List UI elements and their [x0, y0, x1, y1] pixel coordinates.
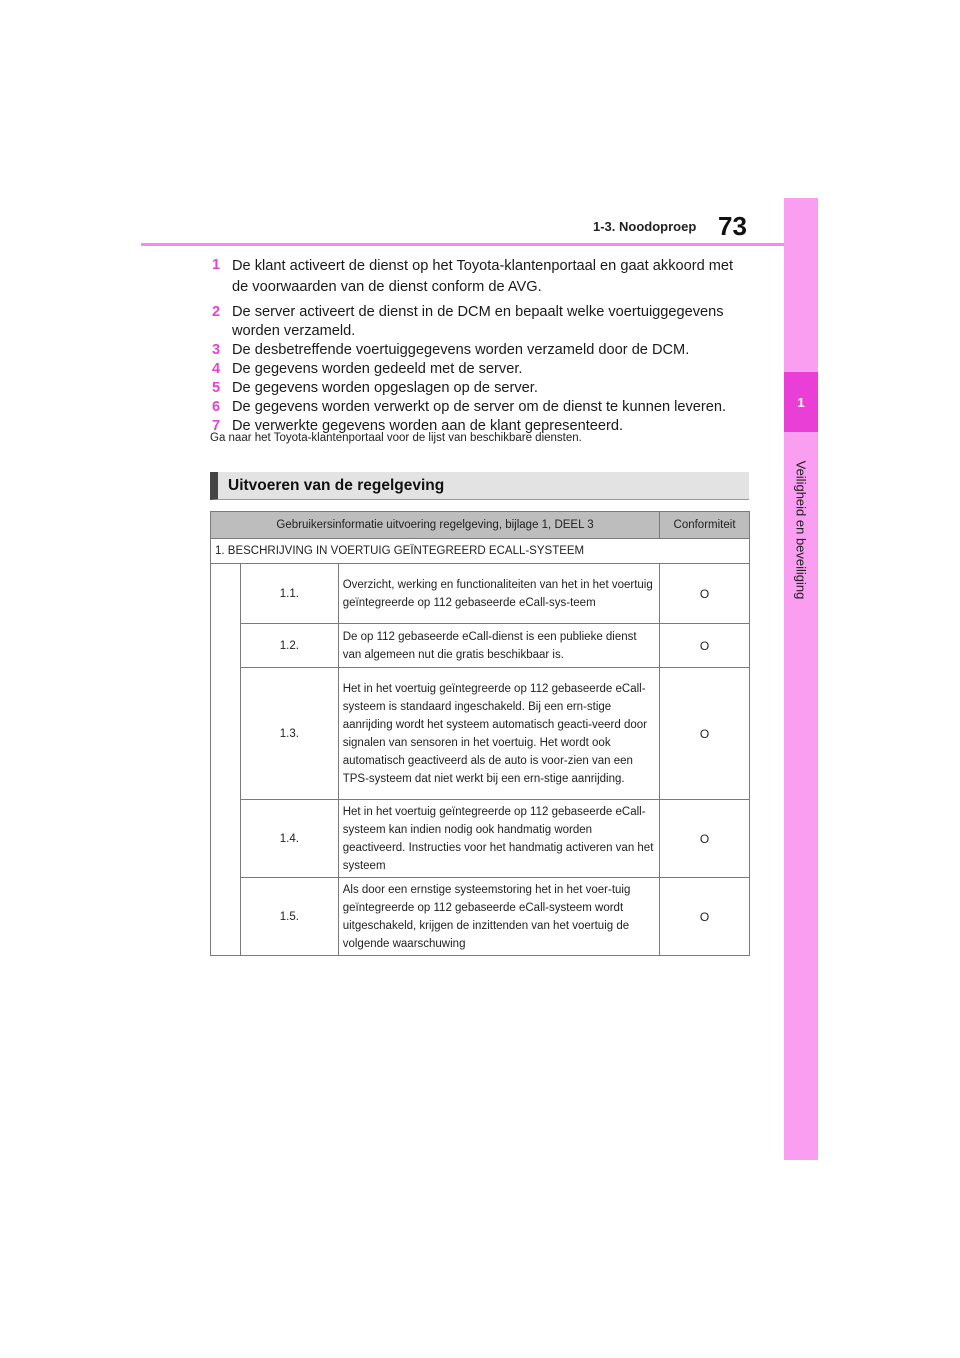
table-row — [211, 800, 750, 878]
chapter-title: Veiligheid en beveiliging — [793, 460, 809, 600]
header-user-information: Gebruikersinformatie uitvoering regelgeving, bijlage 1, DEEL 3 — [211, 512, 660, 539]
step-number: 1 — [212, 257, 221, 273]
step-item — [212, 398, 748, 417]
chapter-side-tab — [784, 198, 818, 1160]
regulation-table — [210, 511, 750, 956]
process-steps — [212, 256, 748, 436]
row-number: 1.3. — [240, 668, 338, 800]
step-item — [212, 256, 748, 298]
step-text: De gegevens worden opgeslagen op de server. — [232, 380, 538, 396]
chapter-number: 1 — [797, 394, 805, 410]
section-header: 1-3. Noodoproep — [593, 219, 697, 234]
subsection-heading — [210, 472, 749, 500]
table-header-row — [211, 512, 750, 539]
row-number: 1.1. — [240, 564, 338, 624]
step-number: 6 — [212, 399, 221, 415]
step-number: 4 — [212, 361, 221, 377]
row-text: Het in het voertuig geïntegreerde op 112 gebaseerde eCall-systeem kan indien nodig ook handmatig worden geactiveerd. Instructies voor het handmatig activeren van het systeem — [338, 800, 659, 878]
row-number: 1.2. — [240, 624, 338, 668]
table-row — [211, 668, 750, 800]
step-item — [212, 341, 748, 360]
row-conformity: O — [660, 564, 750, 624]
step-number: 2 — [212, 304, 221, 320]
step-number: 5 — [212, 380, 221, 396]
table-row — [211, 878, 750, 956]
step-text: De klant activeert de dienst op het Toyota-klantenportaal en gaat akkoord met de voorwaarden van de dienst conform de AVG. — [232, 258, 734, 295]
table-group-row — [211, 539, 750, 564]
step-item — [212, 360, 748, 379]
step-text: De gegevens worden verwerkt op de server om de dienst te kunnen leveren. — [232, 399, 727, 415]
row-number: 1.5. — [240, 878, 338, 956]
step-text: De gegevens worden gedeeld met de server. — [232, 361, 523, 377]
row-text: Als door een ernstige systeemstoring het in het voer-tuig geïntegreerde op 112 gebaseerde eCall-systeem wordt uitgeschakeld, krijgen de inzittenden van het voertuig de volgende waarschuwing — [338, 878, 659, 956]
group-title: 1. BESCHRIJVING IN VOERTUIG GEÏNTEGREERD ECALL-SYSTEEM — [211, 539, 750, 564]
table-row — [211, 624, 750, 668]
portal-note: Ga naar het Toyota-klantenportaal voor de lijst van beschikbare diensten. — [210, 432, 582, 444]
row-number: 1.4. — [240, 800, 338, 878]
header-rule — [141, 243, 784, 246]
step-item — [212, 379, 748, 398]
step-text: De server activeert de dienst in de DCM en bepaalt welke voertuiggegevens worden verzameld. — [232, 304, 724, 339]
step-text: De desbetreffende voertuiggegevens worden verzameld door de DCM. — [232, 342, 690, 358]
step-text: De verwerkte gegevens worden aan de klant gepresenteerd. — [232, 418, 624, 434]
step-number: 7 — [212, 418, 221, 434]
indent-cell — [211, 564, 241, 956]
step-item — [212, 303, 748, 341]
header-conformity: Conformiteit — [660, 512, 750, 539]
subsection-title: Uitvoeren van de regelgeving — [228, 476, 445, 494]
row-text: De op 112 gebaseerde eCall-dienst is een publieke dienst van algemeen nut die gratis beschikbaar is. — [338, 624, 659, 668]
chapter-number-box — [784, 372, 818, 432]
step-number: 3 — [212, 342, 221, 358]
row-text: Overzicht, werking en functionaliteiten van het in het voertuig geïntegreerde op 112 gebaseerde eCall-sys-teem — [338, 564, 659, 624]
row-conformity: O — [660, 878, 750, 956]
page-number: 73 — [718, 211, 747, 241]
row-conformity: O — [660, 624, 750, 668]
row-conformity: O — [660, 800, 750, 878]
row-text: Het in het voertuig geïntegreerde op 112 gebaseerde eCall-systeem is standaard ingeschakeld. Bij een ern-stige aanrijding wordt het systeem automatisch geacti-veerd door signalen van sensoren in het voertuig. Het wordt ook automatisch geactiveerd als de auto is voor-zien van een TPS-systeem dat niet werkt bij een ern-stige aanrijding. — [338, 668, 659, 800]
row-conformity: O — [660, 668, 750, 800]
table-row — [211, 564, 750, 624]
